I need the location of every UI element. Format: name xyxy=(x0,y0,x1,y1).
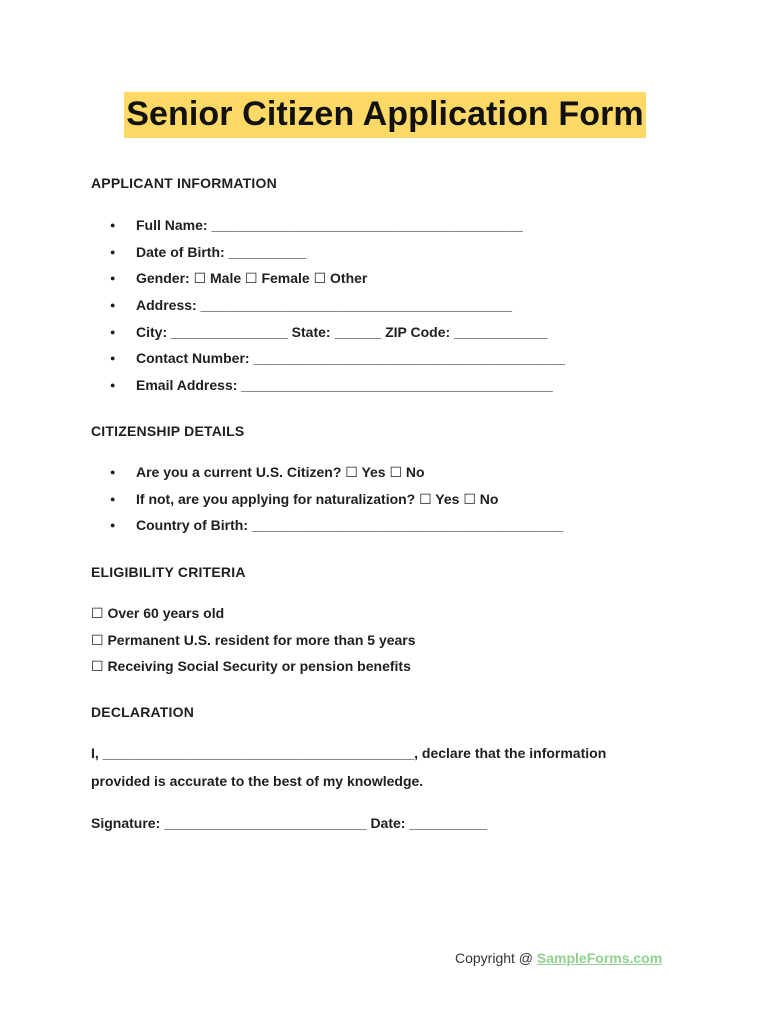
citizenship-list xyxy=(110,459,563,539)
field-date-of-birth[interactable]: ● Date of Birth: __________ xyxy=(110,239,565,266)
checkbox-social-security[interactable]: ☐ Receiving Social Security or pension benefits xyxy=(91,658,411,675)
field-full-name[interactable]: ● Full Name: ________________________________________ xyxy=(110,212,565,239)
page-title: Senior Citizen Application Form xyxy=(124,92,646,138)
section-applicant-heading: APPLICANT INFORMATION xyxy=(91,175,277,191)
section-eligibility-heading: ELIGIBILITY CRITERIA xyxy=(91,564,246,580)
section-citizenship-heading: CITIZENSHIP DETAILS xyxy=(91,423,245,439)
field-contact-number[interactable]: ● Contact Number: ________________________________________ xyxy=(110,345,565,372)
field-gender[interactable]: ● Gender: ☐ Male ☐ Female ☐ Other xyxy=(110,265,565,292)
field-country-of-birth[interactable]: ● Country of Birth: ________________________________________ xyxy=(110,512,563,539)
signature-date-line[interactable]: Signature: __________________________ Date: __________ xyxy=(91,815,488,831)
field-naturalization[interactable]: ● If not, are you applying for naturalization? ☐ Yes ☐ No xyxy=(110,486,563,513)
declaration-line-2: provided is accurate to the best of my knowledge. xyxy=(91,773,424,789)
checkbox-over-60[interactable]: ☐ Over 60 years old xyxy=(91,605,225,621)
eligibility-list xyxy=(91,600,416,680)
field-current-citizen[interactable]: ● Are you a current U.S. Citizen? ☐ Yes ☐ No xyxy=(110,459,563,486)
title-wrap xyxy=(0,92,770,138)
checkbox-permanent-resident[interactable]: ☐ Permanent U.S. resident for more than 5 years xyxy=(91,631,416,648)
section-declaration-heading: DECLARATION xyxy=(91,704,195,720)
field-email-address[interactable]: ● Email Address: ________________________________________ xyxy=(110,372,565,399)
field-city-state-zip[interactable]: ● City: _______________ State: ______ ZIP Code: ____________ xyxy=(110,319,565,346)
field-address[interactable]: ● Address: ________________________________________ xyxy=(110,292,565,319)
declaration-line-1[interactable]: I, ________________________________________, declare that the information xyxy=(91,745,607,761)
brand-link[interactable]: SampleForms.com xyxy=(536,950,663,966)
applicant-list xyxy=(110,212,565,399)
copyright-footer xyxy=(455,950,662,966)
copyright-prefix: Copyright @ xyxy=(455,950,537,966)
